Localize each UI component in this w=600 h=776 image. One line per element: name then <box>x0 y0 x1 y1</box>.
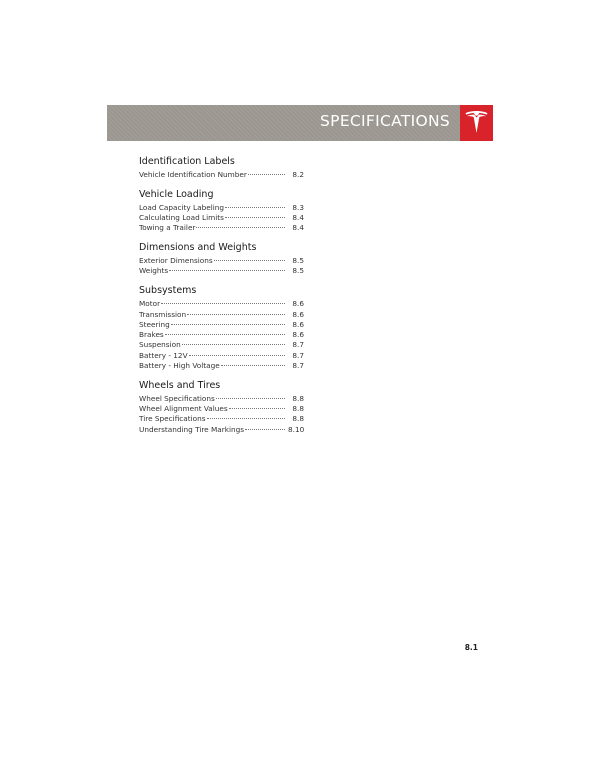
toc-dot-leader <box>245 429 285 430</box>
toc-entry-page: 8.6 <box>292 299 304 309</box>
toc-entry[interactable] <box>139 320 304 330</box>
toc-entry-page: 8.10 <box>288 424 305 434</box>
toc-entry-page: 8.5 <box>292 266 304 276</box>
toc-entry-page: 8.2 <box>292 170 304 179</box>
toc-entry-page: 8.3 <box>292 202 304 212</box>
toc-entry-label: Suspension <box>139 340 181 350</box>
toc-entry-page: 8.6 <box>292 330 304 340</box>
toc-dot-leader <box>221 365 285 366</box>
toc-entry[interactable] <box>139 256 304 266</box>
toc-entry-label: Motor <box>139 299 161 309</box>
toc-entry-label: Battery - High Voltage <box>139 361 220 371</box>
toc-dot-leader <box>225 207 285 208</box>
toc-dot-leader <box>248 174 285 175</box>
toc-entry[interactable] <box>139 213 304 223</box>
toc-entry-page: 8.4 <box>292 223 304 233</box>
toc-entry-page: 8.7 <box>292 350 304 360</box>
toc-entry-label: Steering <box>139 319 170 329</box>
toc-entry[interactable] <box>139 414 304 424</box>
toc-entry-page: 8.7 <box>292 340 304 350</box>
toc-entry[interactable] <box>139 425 304 435</box>
toc-entry-label: Transmission <box>139 309 187 319</box>
tesla-logo-badge <box>460 105 493 141</box>
toc-entry[interactable] <box>139 330 304 340</box>
toc-entry[interactable] <box>139 361 304 371</box>
toc-entry-page: 8.8 <box>292 393 304 403</box>
chapter-header-banner <box>107 105 460 141</box>
toc-entry-label: Towing a Trailer <box>139 223 196 233</box>
toc-dot-leader <box>165 334 285 335</box>
toc-section <box>139 189 304 234</box>
toc-section <box>139 380 304 435</box>
toc-dot-leader <box>182 344 285 345</box>
toc-section <box>139 285 304 371</box>
toc-dot-leader <box>196 227 285 228</box>
toc-entry[interactable] <box>139 223 304 233</box>
toc-dot-leader <box>169 270 285 271</box>
toc-entry-label: Tire Specifications <box>139 414 206 424</box>
toc-entry-page: 8.8 <box>292 414 304 424</box>
toc-entry-label: Load Capacity Labeling <box>139 202 225 212</box>
toc-dot-leader <box>207 418 285 419</box>
toc-entry[interactable] <box>139 266 304 276</box>
toc-entry[interactable] <box>139 404 304 414</box>
toc-section-title: Vehicle Loading <box>139 188 214 200</box>
toc-entry-page: 8.6 <box>292 319 304 329</box>
toc-entry-label: Vehicle Identification Number <box>139 170 247 179</box>
toc-entry[interactable] <box>139 351 304 361</box>
toc-dot-leader <box>229 408 285 409</box>
toc-section-title: Wheels and Tires <box>139 379 221 391</box>
toc-dot-leader <box>171 324 285 325</box>
toc-entry[interactable] <box>139 310 304 320</box>
toc-entry-label: Exterior Dimensions <box>139 256 213 266</box>
chapter-title: SPECIFICATIONS <box>320 112 450 130</box>
toc-dot-leader <box>216 398 285 399</box>
toc-entry[interactable] <box>139 299 304 309</box>
toc-entry-page: 8.7 <box>292 361 304 371</box>
toc-entry[interactable] <box>139 170 304 180</box>
toc-entry[interactable] <box>139 203 304 213</box>
toc-entry-label: Battery - 12V <box>139 350 188 360</box>
toc-dot-leader <box>214 260 285 261</box>
toc-entry[interactable] <box>139 340 304 350</box>
toc-dot-leader <box>161 303 285 304</box>
toc-entry[interactable] <box>139 394 304 404</box>
toc-section <box>139 156 304 180</box>
toc-entry-label: Wheel Specifications <box>139 393 215 403</box>
toc-entry-page: 8.4 <box>292 213 304 223</box>
toc-section-title: Dimensions and Weights <box>139 242 257 254</box>
tesla-t-icon <box>464 109 489 137</box>
toc-entry-label: Calculating Load Limits <box>139 213 224 223</box>
page-number: 8.1 <box>464 643 478 652</box>
toc-entry-label: Understanding Tire Markings <box>139 424 245 434</box>
toc-entry-page: 8.6 <box>292 309 304 319</box>
table-of-contents <box>139 156 304 444</box>
toc-section-title: Subsystems <box>139 285 197 297</box>
toc-dot-leader <box>225 217 285 218</box>
toc-entry-label: Brakes <box>139 330 164 340</box>
toc-entry-page: 8.5 <box>292 256 304 266</box>
toc-dot-leader <box>187 314 285 315</box>
toc-entry-label: Weights <box>139 266 169 276</box>
toc-entry-page: 8.8 <box>292 404 304 414</box>
toc-section-title: Identification Labels <box>139 156 235 167</box>
toc-section <box>139 242 304 277</box>
toc-dot-leader <box>189 355 285 356</box>
toc-entry-label: Wheel Alignment Values <box>139 404 228 414</box>
